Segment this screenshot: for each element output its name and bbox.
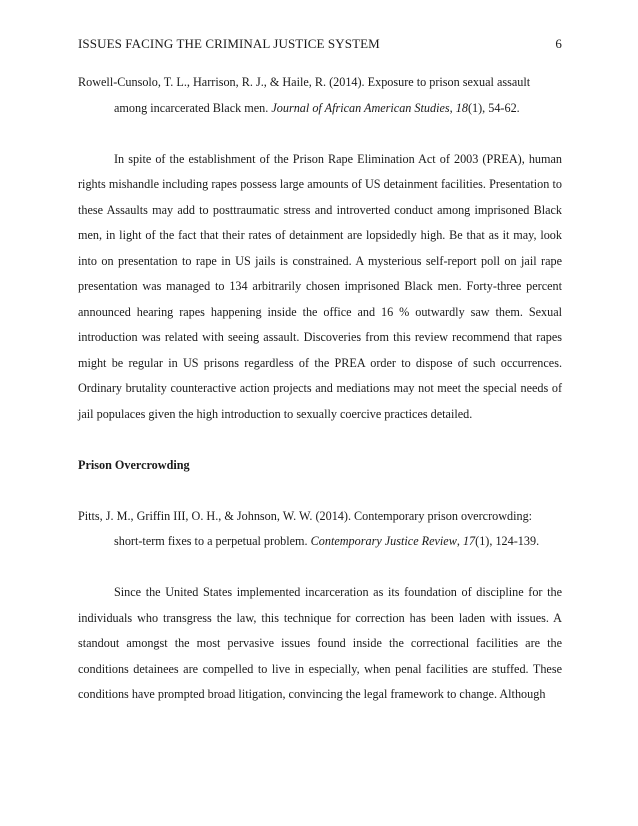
- running-head: ISSUES FACING THE CRIMINAL JUSTICE SYSTEM: [78, 36, 380, 51]
- reference-1-line-2: [78, 96, 562, 122]
- page-header: [78, 36, 562, 52]
- document-body: [78, 70, 562, 708]
- reference-2-journal: Contemporary Justice Review: [310, 534, 457, 548]
- reference-2-issue-pages: (1), 124-139.: [475, 534, 540, 548]
- reference-2-separator: ,: [456, 534, 463, 548]
- section-heading: Prison Overcrowding: [78, 457, 190, 472]
- reference-2-line-1: Pitts, J. M., Griffin III, O. H., & Johnson, W. W. (2014). Contemporary prison overcrowding:: [78, 508, 533, 523]
- reference-1-line-1: Rowell-Cunsolo, T. L., Harrison, R. J., & Haile, R. (2014). Exposure to prison sexual assault: [78, 75, 531, 89]
- reference-1-journal: Journal of African American Studies: [271, 100, 450, 115]
- reference-2-title: short-term fixes to a perpetual problem.: [114, 534, 311, 548]
- reference-entry-2: [78, 504, 562, 555]
- page-number: 6: [555, 36, 562, 51]
- reference-1-separator: ,: [449, 100, 456, 115]
- reference-entry-1: [78, 70, 562, 121]
- reference-2-line-2: [78, 529, 562, 555]
- reference-2-volume: 17: [462, 534, 476, 548]
- body-paragraph-2: Since the United States implemented incarceration as its foundation of discipline for the individuals who transgress the law, this technique for correction has been laden with issues. A standout amongst the most pervasive issues found inside the correctional facilities are the conditions detainees are compelled to live in especially, when penal facilities are stuffed. These conditions have prompted broad litigation, convincing the legal framework to change. Although: [78, 585, 562, 701]
- body-paragraph-1: In spite of the establishment of the Prison Rape Elimination Act of 2003 (PREA), human rights mishandle including rapes possess large amounts of US detainment facilities. Presentation to these Assaults may add to posttraumatic stress and introverted conduct among imprisoned Black men, in light of the fact that their rates of detainment are lopsidedly high. Be that as it may, look into on presentation to rape in US jails is constrained. A mysterious self-report poll on jail rape presentation was managed to 134 arbitrarily chosen imprisoned Black men. Forty-three percent announced hearing rapes happening inside the office and 16 % outwardly saw them. Sexual introduction was related with seeing assault. Discoveries from this review recommend that rapes might be regular in US prisons regardless of the PREA order to dispose of such occurrences. Ordinary brutality counteractive action projects and mediations may not meet the special needs of jail populaces given the high introduction to sexually coercive practices detailed.: [78, 151, 562, 421]
- reference-1-title: among incarcerated Black men.: [114, 100, 272, 115]
- reference-1-issue-pages: (1), 54-62.: [467, 100, 520, 115]
- reference-1-volume: 18: [455, 100, 468, 115]
